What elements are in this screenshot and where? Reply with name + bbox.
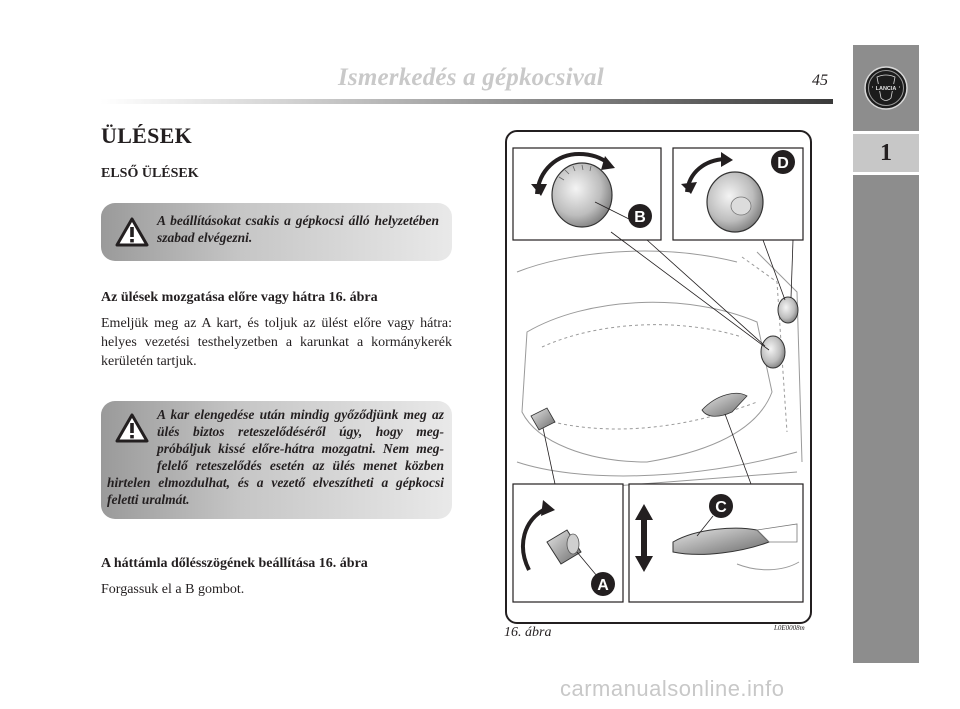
seat-adjustment-illustration (507, 132, 810, 622)
body-paragraph: Forgassuk el a B gombot. (101, 582, 245, 597)
chapter-side-tab (853, 45, 919, 663)
section-title: ÜLÉSEK (101, 123, 193, 148)
figure-code: L0E0008m (774, 624, 805, 632)
warning-box (101, 203, 452, 261)
brand-logo-cell (853, 45, 919, 131)
paragraph-heading: Az ülések mozgatása előre vagy hátra 16. ábra (101, 290, 378, 305)
warning-text: A kar elengedése után mindig győződjünk meg az ülés biztos reteszelődéséről úgy, hogy meg-próbáljuk kissé előre-hátra mozgatni. Nem meg-felelő reteszelődés esetén az ülés menet közben hirtelen elmozdulhat, és a vezető elveszítheti a gépkocsi feletti uralmát. (107, 407, 444, 507)
warning-text: A beállításokat csakis a gépkocsi álló helyzetében szabad elvégezni. (157, 213, 439, 245)
body-paragraph: Emeljük meg az A kart, és toljuk az ülést előre vagy hátra: helyes vezetési testhelyzetben a karunkat a kormánykerék kerületén tartjuk. (101, 316, 452, 369)
figure-caption: 16. ábra (504, 625, 552, 640)
header-rule (100, 99, 833, 104)
paragraph-heading: A háttámla dőlésszögének beállítása 16. ábra (101, 556, 368, 571)
chapter-number: 1 (880, 139, 892, 166)
warning-triangle-icon (115, 217, 149, 247)
callout-d-label: D (777, 155, 789, 172)
page-number: 45 (812, 72, 828, 89)
callout-b-label: B (634, 209, 646, 226)
running-header-title: Ismerkedés a gépkocsival (338, 64, 604, 91)
subsection-title: ELSŐ ÜLÉSEK (101, 166, 199, 181)
seat-illustration-figure (505, 130, 812, 624)
tab-separator (853, 172, 919, 175)
chapter-cell (853, 134, 919, 172)
logo-text: LANCIA (875, 86, 897, 92)
lancia-logo-icon (863, 65, 909, 111)
callout-c-label: C (715, 499, 727, 516)
watermark-text: carmanualsonline.info (560, 676, 785, 701)
warning-box (101, 401, 452, 519)
warning-text-wrap (107, 406, 444, 508)
callout-a-label: A (597, 577, 609, 594)
